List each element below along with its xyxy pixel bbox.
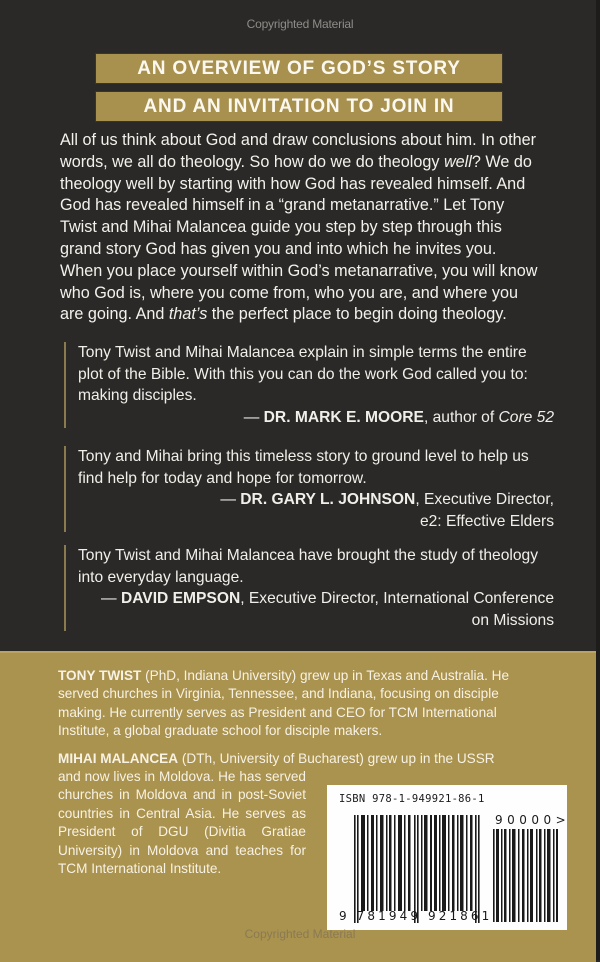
endorsement-text: Tony Twist and Mihai Malancea have brought the study of theology into everyday language. xyxy=(78,547,539,586)
dash: — xyxy=(101,590,121,607)
blurb-text: All of us think about God and draw conclusions about him. In other words, we all do theology. So how do we do theology xyxy=(60,131,537,171)
endorsement-attribution xyxy=(78,407,554,429)
author-name: TONY TWIST xyxy=(58,668,142,683)
author-name: MIHAI MALANCEA xyxy=(58,751,179,766)
isbn-label: ISBN 978-1-949921-86-1 xyxy=(339,793,485,805)
endorser-name: DR. MARK E. MOORE xyxy=(263,408,424,426)
isbn-barcode xyxy=(327,785,571,930)
dash: — xyxy=(220,491,241,508)
endorsement-text: Tony Twist and Mihai Malancea explain in simple terms the entire plot of the Bible. With this you can do the work God called you to: making disciples. xyxy=(78,344,528,404)
endorsement-moore xyxy=(64,342,553,428)
endorsement-empson xyxy=(64,545,553,631)
endorsement-attribution xyxy=(78,588,554,610)
headline-banner-2: AND AN INVITATION TO JOIN IN xyxy=(96,92,502,121)
ean-digits: 9 781949 921861 xyxy=(339,909,493,923)
bio-tony-twist xyxy=(58,667,546,741)
endorser-role-line2: e2: Effective Elders xyxy=(419,512,554,530)
blurb-text: ? We do theology well by starting with how God has revealed himself. And God has revealed himself in a “grand metanarrative.” Let Tony Twist and Mihai Malancea guide you step by step through this grand story God has given you and into which he invites you. When you place yourself within God’s metanarrative, you will know who God is, where you come from, who you are, and where you are going. And xyxy=(60,152,538,324)
bio-mihai-malancea-head xyxy=(58,750,558,768)
headline-banner-1: AN OVERVIEW OF GOD’S STORY xyxy=(96,54,502,83)
blurb-emphasis: that’s xyxy=(168,305,208,324)
blurb-text: the perfect place to begin doing theology. xyxy=(207,305,507,324)
bio-mihai-malancea-body: and now lives in Moldova. He has served churches in Moldova and in post-Soviet countries in Central Asia. He serves as President of DGU (Divitia Gratiae University) in Moldova and teaches for TCM International Institute. xyxy=(58,769,306,877)
addon-barcode-bars-icon xyxy=(493,829,559,922)
endorser-role: , Executive Director, International Conference xyxy=(240,590,554,607)
endorser-book-title: Core 52 xyxy=(498,408,554,426)
cover-edge xyxy=(596,0,600,960)
endorsement-text: Tony and Mihai bring this timeless story to ground level to help us find help for today and hope for tomorrow. xyxy=(78,448,529,487)
endorsement-attribution xyxy=(78,489,554,511)
copyright-watermark-top: Copyrighted Material xyxy=(246,17,354,31)
copyright-watermark-bottom: Copyrighted Material xyxy=(244,927,356,941)
bio-text: (PhD, Indiana University) grew up in Texas and Australia. He served churches in Virginia, Tennessee, and Indiana, focusing on disciple making. He currently serves as President and CEO for TCM International Institute, a global graduate school for disciple makers. xyxy=(58,668,510,739)
book-description xyxy=(60,130,540,326)
blurb-emphasis: well xyxy=(443,152,472,171)
price-code: 90000> xyxy=(495,813,571,827)
dash: — xyxy=(243,408,264,426)
barcode-bars-icon xyxy=(354,815,484,923)
endorser-role-line2: on Missions xyxy=(471,611,554,629)
endorser-role: , Executive Director, xyxy=(415,491,554,508)
endorser-role: , author of xyxy=(423,408,499,426)
endorser-name: DR. GARY L. JOHNSON xyxy=(240,491,416,508)
bio-text: (DTh, University of Bucharest) grew up in the USSR xyxy=(178,751,495,766)
endorser-name: DAVID EMPSON xyxy=(120,590,241,607)
endorsement-johnson xyxy=(64,446,553,532)
